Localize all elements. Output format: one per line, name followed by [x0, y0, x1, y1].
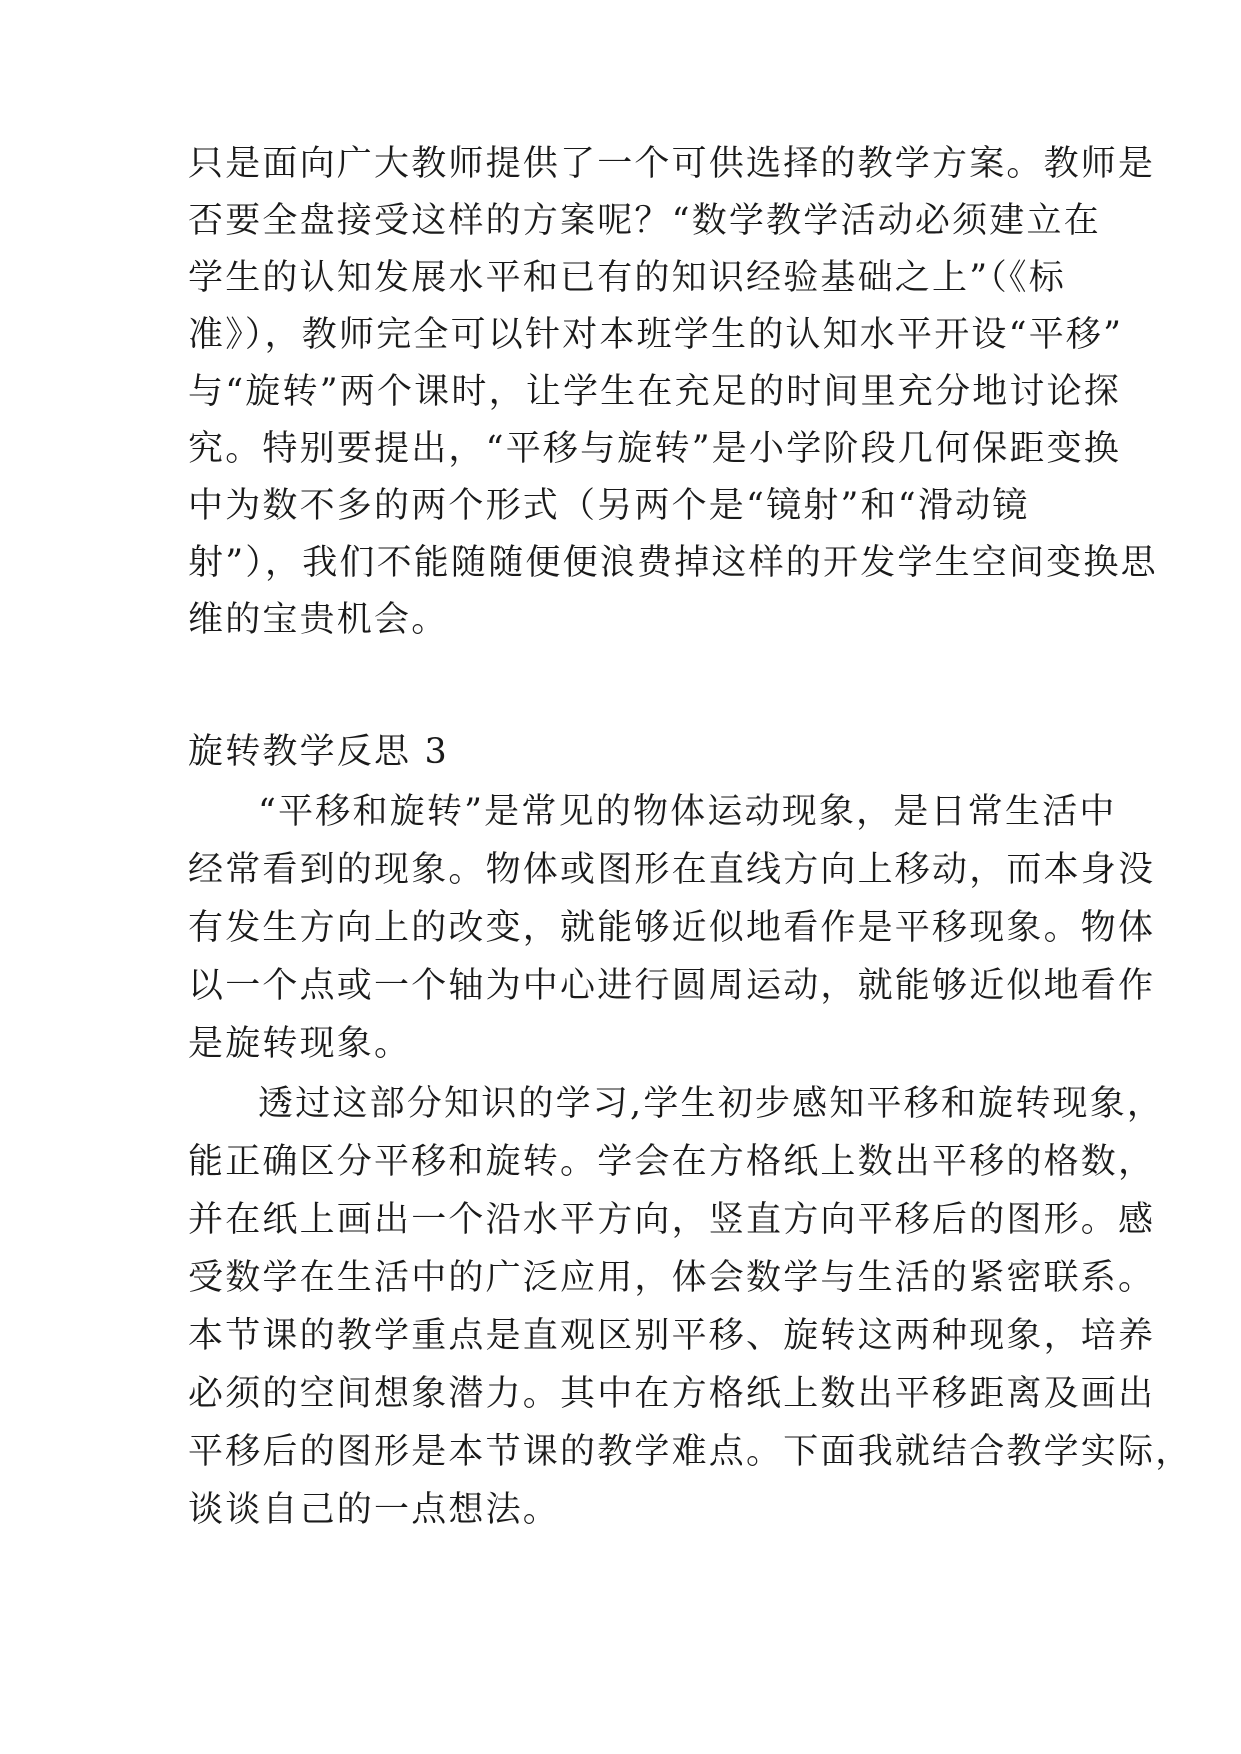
paragraph-1-line: 中为数不多的两个形式（另两个是“镜射”和“滑动镜	[188, 486, 1030, 526]
paragraph-3-line: 能正确区分平移和旋转。学会在方格纸上数出平移的格数，	[188, 1142, 1156, 1182]
paragraph-3-line: 必须的空间想象潜力。其中在方格纸上数出平移距离及画出	[188, 1374, 1156, 1414]
paragraph-1-line: 准》），教师完全可以针对本班学生的认知水平开设“平移”	[188, 315, 1124, 355]
paragraph-1-line: 只是面向广大教师提供了一个可供选择的教学方案。教师是	[188, 144, 1156, 184]
paragraph-1-line: 射”），我们不能随随便便浪费掉这样的开发学生空间变换思	[188, 543, 1158, 583]
paragraph-3-line: 透过这部分知识的学习,学生初步感知平移和旋转现象，	[258, 1084, 1165, 1124]
paragraph-2-line: 经常看到的现象。物体或图形在直线方向上移动，而本身没	[188, 850, 1156, 890]
paragraph-3-line: 本节课的教学重点是直观区别平移、旋转这两种现象，培养	[188, 1316, 1156, 1356]
paragraph-3-line: 并在纸上画出一个沿水平方向，竖直方向平移后的图形。感	[188, 1200, 1156, 1240]
paragraph-2-line: 以一个点或一个轴为中心进行圆周运动，就能够近似地看作	[188, 966, 1156, 1006]
paragraph-2-line: “平移和旋转”是常见的物体运动现象，是日常生活中	[258, 792, 1117, 832]
paragraph-3-line: 谈谈自己的一点想法。	[188, 1490, 561, 1530]
paragraph-1-line: 与“旋转”两个课时，让学生在充足的时间里充分地讨论探	[188, 372, 1121, 412]
paragraph-1-line: 维的宝贵机会。	[188, 600, 449, 640]
paragraph-1-line: 否要全盘接受这样的方案呢？“数学教学活动必须建立在	[188, 201, 1101, 241]
paragraph-1-line: 学生的认知发展水平和已有的知识经验基础之上”（《标	[188, 258, 1066, 298]
paragraph-2-line: 是旋转现象。	[188, 1024, 412, 1064]
section-heading: 旋转教学反思 3	[188, 732, 449, 772]
paragraph-2-line: 有发生方向上的改变，就能够近似地看作是平移现象。物体	[188, 908, 1156, 948]
paragraph-1-line: 究。特别要提出，“平移与旋转”是小学阶段几何保距变换	[188, 429, 1121, 469]
paragraph-3-line: 受数学在生活中的广泛应用，体会数学与生活的紧密联系。	[188, 1258, 1156, 1298]
paragraph-3-line: 平移后的图形是本节课的教学难点。下面我就结合教学实际，	[188, 1432, 1193, 1472]
